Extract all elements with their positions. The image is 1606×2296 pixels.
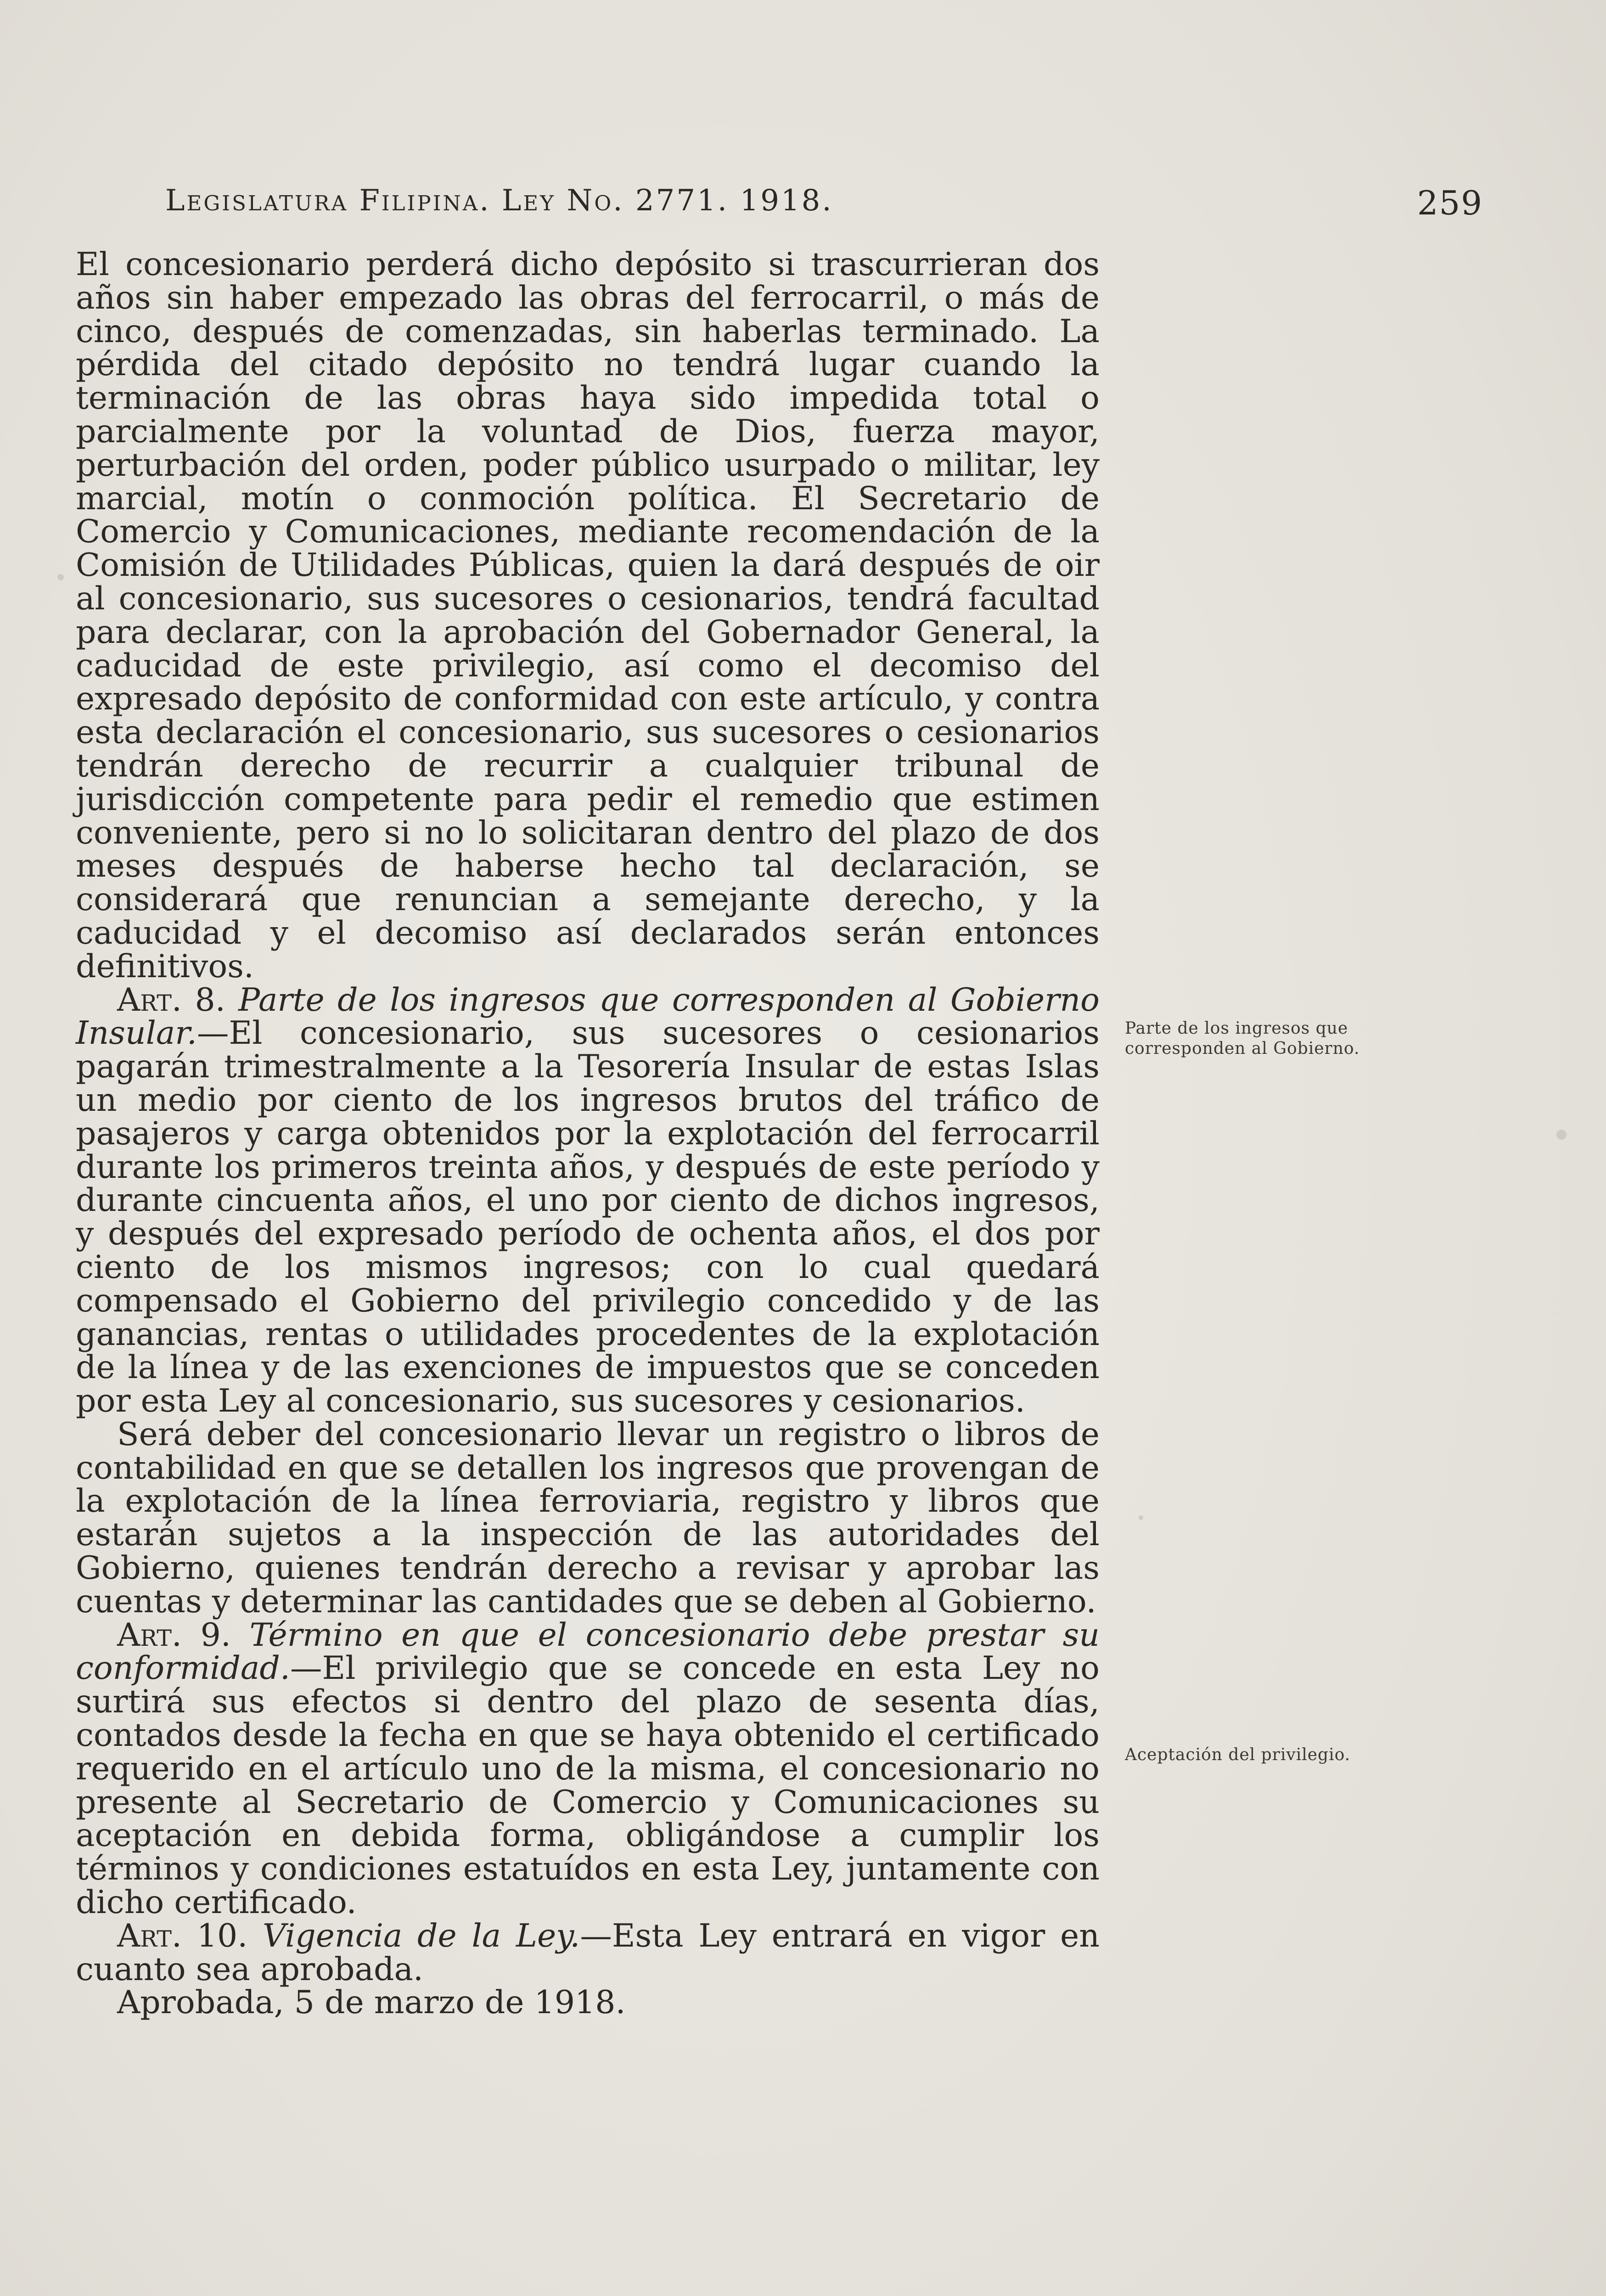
- paper-speck: [1556, 1130, 1567, 1140]
- article-text: —El privilegio que se concede en esta Ley no surtirá sus efectos si dentro del plazo de sesenta días, contados desde la fecha en que se haya obtenido el certificado requerido en el artículo uno de la misma, el concesionario no presente al Secretario de Comercio y Comunicaciones su aceptación en debida forma, obligándose a cumplir los términos y condiciones estatuídos en esta Ley, juntamente con dicho certificado.: [76, 1649, 1100, 1921]
- article-number: Art. 9.: [117, 1616, 231, 1654]
- article-title: Vigencia de la Ley.: [263, 1917, 580, 1954]
- article-9: [76, 1616, 1100, 1921]
- article-number: Art. 8.: [117, 981, 225, 1019]
- article-number: Art. 10.: [117, 1917, 248, 1954]
- paragraph-deposit-forfeiture: El concesionario perderá dicho depósito si trascurrieran dos años sin haber empezado las obras del ferrocarril, o más de cinco, después de comenzadas, sin haberlas terminado. La pérdida del citado depósito no tendrá lugar cuando la terminación de las obras haya sido impedida total o parcialmente por la voluntad de Dios, fuerza mayor, perturbación del orden, poder público usurpado o militar, ley marcial, motín o conmoción política. El Secretario de Comercio y Comunicaciones, mediante recomendación de la Comisión de Utilidades Públicas, quien la dará después de oir al concesionario, sus sucesores o cesionarios, tendrá facultad para declarar, con la aprobación del Gobernador General, la caducidad de este privilegio, así como el decomiso del expresado depósito de conformidad con este artículo, y contra esta declaración el concesionario, sus sucesores o cesionarios tendrán derecho de recurrir a cualquier tribunal de jurisdicción competente para pedir el remedio que estimen conveniente, pero si no lo solicitaran dentro del plazo de dos meses después de haberse hecho tal declaración, se considerará que renuncian a semejante derecho, y la caducidad y el decomiso así declarados serán entonces definitivos.: [76, 246, 1100, 985]
- page-number: 259: [1417, 184, 1483, 222]
- paper-speck: [57, 574, 64, 580]
- approval-date: Aprobada, 5 de marzo de 1918.: [117, 1984, 626, 2021]
- article-title: Término en que el concesionario debe prestar su conformidad.: [76, 1616, 1100, 1687]
- page-header: [165, 184, 1483, 239]
- law-text: [76, 248, 1100, 2020]
- article-text: —El concesionario, sus sucesores o cesionarios pagarán trimestralmente a la Tesorería Insular de estas Islas un medio por ciento de los ingresos brutos del tráfico de pasajeros y carga obtenidos por la explotación del ferrocarril durante los primeros treinta años, y después de este período y durante cincuenta años, el uno por ciento de dichos ingresos, y después del expresado período de ochenta años, el dos por ciento de los mismos ingresos; con lo cual quedará compensado el Gobierno del privilegio concedido y de las ganancias, rentas o utilidades procedentes de la explotación de la línea y de las exenciones de impuestos que se conceden por esta Ley al concesionario, sus sucesores y cesionarios.: [76, 1014, 1100, 1420]
- running-title: Legislatura Filipina. Ley No. 2771. 1918.: [165, 184, 833, 218]
- article-8: [76, 981, 1100, 1420]
- article-title: Parte de los ingresos que corresponden al Gobierno Insular.: [76, 981, 1100, 1052]
- article-10: [76, 1919, 1100, 1986]
- paragraph-accounting: Será deber del concesionario llevar un registro o libros de contabilidad en que se detallen los ingresos que provengan de la explotación de la línea ferroviaria, registro y libros que estarán sujetos a la inspección de las autoridades del Gobierno, quienes tendrán derecho a revisar y aprobar las cuentas y determinar las cantidades que se deben al Gobierno.: [76, 1415, 1100, 1620]
- article-text: —Esta Ley entrará en vigor en cuanto sea aprobada.: [76, 1917, 1100, 1988]
- margin-note-aceptacion: Aceptación del privilegio.: [1125, 1745, 1351, 1764]
- paper-speck: [1139, 1515, 1143, 1520]
- margin-note-ingresos: Parte de los ingresos que corresponden al Gobierno.: [1125, 1019, 1360, 1058]
